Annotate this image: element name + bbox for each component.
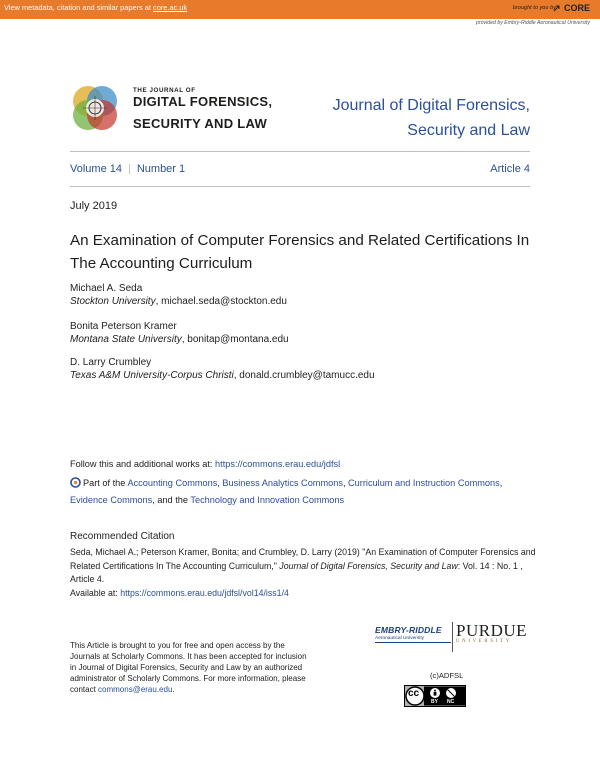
recommended-citation-body [70, 546, 540, 600]
journal-title-line-1[interactable]: Journal of Digital Forensics, [332, 97, 530, 114]
cc-text: cc [408, 688, 420, 699]
available-at-text: Available at: [70, 587, 121, 598]
author-affiliation: Stockton University [70, 296, 156, 307]
logo-big-text-1: DIGITAL FORENSICS, [133, 94, 273, 110]
cc-by-text: BY [431, 699, 438, 705]
volume-link[interactable]: Volume 14 [70, 163, 122, 175]
purdue-name: PURDUE [456, 621, 528, 640]
contact-email-link[interactable]: commons@erau.edu [98, 685, 173, 694]
part-of-sep: , [499, 478, 503, 488]
part-of-sep: , [342, 478, 349, 488]
author-affiliation: Montana State University [70, 334, 182, 345]
core-arrow-icon [553, 4, 561, 12]
erau-logo [375, 625, 453, 643]
access-text: This Article is brought to you for free and open access by the Journals at Scholarly Commons. It has been accepted for inclusion in Journal of Digital Forensics, Security and Law by an authorized administrator of Scholarly Commons. For more information, please contact [70, 641, 307, 694]
citation-text: Seda, Michael A.; Peterson Kramer, Bonita; and Crumbley, D. Larry (2019) "An Examination of Computer Forensics and Related Certifications In The Accounting Curriculum," [70, 547, 536, 571]
part-of-line [70, 475, 540, 509]
copyright-text: (c)ADFSL [430, 671, 464, 680]
journal-title-line-2[interactable]: Security and Law [407, 122, 530, 139]
author-block [70, 282, 287, 308]
cc-nc-text: NC [447, 699, 455, 705]
author-name: D. Larry Crumbley [70, 357, 152, 368]
part-of-sep: , and the [152, 495, 191, 505]
journal-title[interactable] [270, 93, 530, 143]
issue-info [70, 163, 185, 175]
technology-commons-link[interactable]: Technology and Innovation Commons [190, 495, 345, 505]
author-email: , bonitap@montana.edu [181, 334, 289, 345]
part-of-prefix: Part of the [83, 478, 128, 488]
issue-divider [70, 186, 530, 187]
author-block [70, 356, 375, 382]
follow-link[interactable]: https://commons.erau.edu/jdfsl [215, 459, 341, 469]
access-end: . [172, 685, 175, 694]
core-view-text: View metadata, citation and similar papers at [4, 3, 153, 12]
article-url-link[interactable]: https://commons.erau.edu/jdfsl/vol14/iss1/4 [120, 587, 289, 598]
journal-logo-icon [69, 82, 121, 134]
author-affiliation: Texas A&M University-Corpus Christi [70, 370, 234, 381]
author-email: , donald.crumbley@tamucc.edu [233, 370, 375, 381]
paper-title: An Examination of Computer Forensics and Related Certifications In The Accounting Curriculum [70, 232, 530, 272]
author-name: Bonita Peterson Kramer [70, 321, 177, 332]
follow-text: Follow this and additional works at: [70, 459, 216, 469]
citation-volume: : Vol. 14 : No. 1 , Article 4. [70, 560, 523, 584]
follow-line [70, 459, 340, 469]
core-ac-uk-link[interactable]: core.ac.uk [153, 3, 188, 12]
issue-separator: | [127, 163, 131, 175]
author-name: Michael A. Seda [70, 283, 143, 294]
core-label: CORE [563, 3, 590, 13]
purdue-logo [456, 621, 527, 644]
accounting-commons-link[interactable]: Accounting Commons [127, 478, 218, 488]
evidence-commons-link[interactable]: Evidence Commons [70, 495, 153, 505]
logo-divider [452, 622, 453, 652]
erau-underline [375, 642, 451, 643]
access-statement [70, 640, 310, 695]
logo-small-text: THE JOURNAL OF [133, 87, 196, 94]
core-metadata-link[interactable] [4, 3, 187, 12]
recommended-citation-heading: Recommended Citation [70, 531, 175, 542]
commons-network-icon [70, 477, 81, 488]
journal-logo-wordmark [133, 87, 273, 131]
business-analytics-commons-link[interactable]: Business Analytics Commons [222, 478, 343, 488]
number-link[interactable]: Number 1 [136, 163, 186, 175]
header-divider [70, 151, 530, 152]
article-number-link[interactable]: Article 4 [490, 163, 530, 175]
part-of-sep: , [217, 478, 223, 488]
core-provided-by: provided by Embry-Riddle Aeronautical University [476, 20, 590, 26]
core-brought-by: brought to you by [512, 5, 556, 11]
erau-name: EMBRY-RIDDLE [375, 625, 442, 635]
publication-date: July 2019 [70, 200, 118, 212]
author-email: , michael.seda@stockton.edu [155, 296, 287, 307]
logo-big-text-2: SECURITY AND LAW [133, 116, 268, 131]
erau-sub: Aeronautical University [375, 636, 425, 641]
core-logo[interactable] [553, 3, 590, 13]
curriculum-commons-link[interactable]: Curriculum and Instruction Commons [348, 478, 500, 488]
citation-journal: Journal of Digital Forensics, Security and Law [279, 560, 458, 571]
journal-logo [69, 82, 121, 134]
purdue-sub: UNIVERSITY [456, 639, 512, 644]
author-block [70, 320, 289, 346]
cc-license-badge[interactable] [404, 685, 466, 707]
